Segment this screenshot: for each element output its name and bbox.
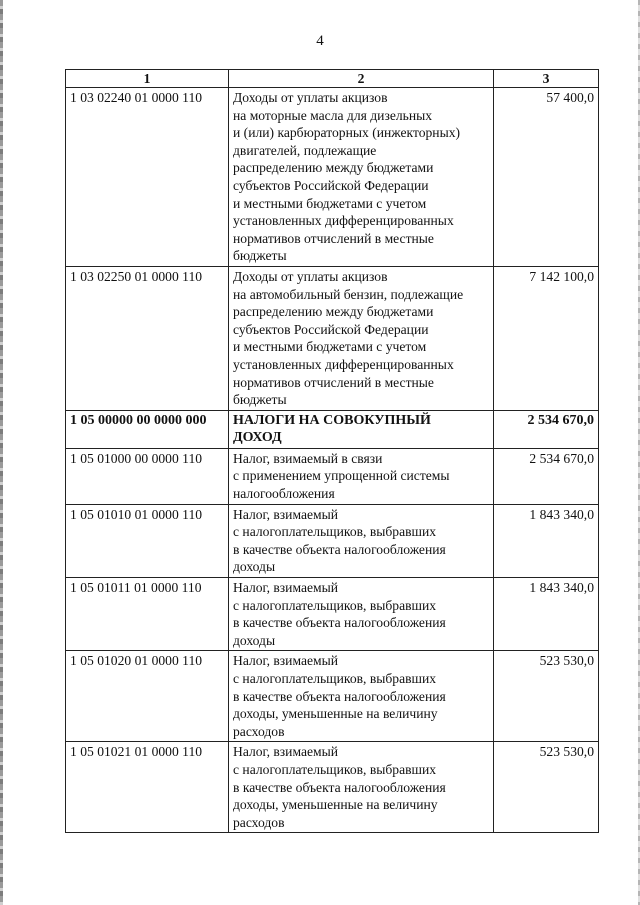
revenue-name-line: доходы (233, 632, 276, 648)
revenue-name-line: распределению между бюджетами (233, 304, 434, 320)
revenue-code-cell: 1 05 01011 01 0000 110 (66, 578, 229, 651)
revenue-name-line: в качестве объекта налогообложения (233, 541, 446, 557)
header-code-column: 1 (66, 70, 229, 88)
revenue-name-line: Налог, взимаемый (233, 580, 339, 596)
amount-cell: 1 843 340,0 (494, 504, 599, 577)
revenue-name-line: установленных дифференцированных (233, 213, 454, 229)
revenue-name-cell (229, 448, 494, 504)
revenue-name-line: с применением упрощенной системы (233, 468, 450, 484)
revenue-name-line: с налогоплательщиков, выбравших (233, 524, 437, 540)
revenue-name-line: Доходы от уплаты акцизов (233, 90, 388, 105)
revenue-name-line: с налогоплательщиков, выбравших (233, 761, 437, 777)
revenue-name-line: доходы, уменьшенные на величину (233, 706, 438, 722)
revenue-name-line: с налогоплательщиков, выбравших (233, 671, 437, 686)
header-amount-column: 3 (494, 70, 599, 88)
revenue-name-line: нормативов отчислений в местные (233, 374, 434, 390)
table-row (66, 266, 599, 410)
revenue-code-cell: 1 05 01021 01 0000 110 (66, 742, 229, 833)
revenue-name-line: на автомобильный бензин, подлежащие (233, 286, 464, 302)
amount-cell: 523 530,0 (494, 742, 599, 833)
revenue-name-line: Налог, взимаемый (233, 653, 339, 669)
revenue-name-line: Доходы от уплаты акцизов (233, 268, 388, 284)
revenue-name-line: в качестве объекта налогообложения (233, 688, 446, 704)
revenue-name-line: налогообложения (233, 486, 335, 502)
amount-cell: 523 530,0 (494, 651, 599, 742)
table-row (66, 578, 599, 651)
revenue-name-line: и местными бюджетами с учетом (233, 195, 427, 211)
amount-cell: 57 400,0 (494, 88, 599, 267)
revenue-name-cell (229, 504, 494, 577)
revenue-name-line: расходов (233, 814, 285, 830)
revenue-name-line: Налог, взимаемый в связи (233, 450, 383, 466)
header-name-column: 2 (229, 70, 494, 88)
revenue-name-cell (229, 651, 494, 742)
amount-cell: 1 843 340,0 (494, 578, 599, 651)
revenue-name-line: в качестве объекта налогообложения (233, 615, 446, 631)
amount-cell: 2 534 670,0 (494, 448, 599, 504)
table-row (66, 504, 599, 577)
revenue-name-line: доходы, уменьшенные на величину (233, 797, 438, 813)
table-header-row (66, 70, 599, 88)
revenue-name-line: Налог, взимаемый (233, 506, 339, 522)
table-row (66, 410, 599, 448)
revenue-code-cell: 1 05 01000 00 0000 110 (66, 448, 229, 504)
revenue-name-cell (229, 578, 494, 651)
revenue-name-line: бюджеты (233, 248, 287, 264)
revenue-code-cell: 1 05 01020 01 0000 110 (66, 651, 229, 742)
revenue-name-cell (229, 266, 494, 410)
revenue-name-line: субъектов Российской Федерации (233, 177, 429, 193)
revenue-name-line: двигателей, подлежащие (233, 142, 377, 158)
budget-revenue-table (65, 69, 599, 833)
revenue-code-cell: 1 05 00000 00 0000 000 (66, 410, 229, 448)
page-number: 4 (316, 33, 324, 49)
revenue-name-line: распределению между бюджетами (233, 160, 434, 176)
revenue-name-line: на моторные масла для дизельных (233, 107, 433, 123)
table-row (66, 651, 599, 742)
revenue-name-line: ДОХОД (233, 430, 282, 446)
revenue-code-cell: 1 03 02240 01 0000 110 (66, 88, 229, 267)
amount-cell: 7 142 100,0 (494, 266, 599, 410)
revenue-name-line: установленных дифференцированных (233, 356, 454, 372)
revenue-name-line: доходы (233, 559, 276, 575)
revenue-code-cell: 1 05 01010 01 0000 110 (66, 504, 229, 577)
revenue-name-line: НАЛОГИ НА СОВОКУПНЫЙ (233, 412, 431, 428)
table-row (66, 448, 599, 504)
revenue-name-line: с налогоплательщиков, выбравших (233, 597, 437, 613)
revenue-name-cell (229, 742, 494, 833)
revenue-name-cell (229, 88, 494, 267)
revenue-name-line: бюджеты (233, 392, 287, 408)
scan-edge-left (0, 0, 3, 905)
amount-cell: 2 534 670,0 (494, 410, 599, 448)
revenue-name-cell (229, 410, 494, 448)
revenue-name-line: и местными бюджетами с учетом (233, 339, 427, 355)
revenue-name-line: субъектов Российской Федерации (233, 321, 429, 337)
revenue-name-line: в качестве объекта налогообложения (233, 779, 446, 795)
revenue-name-line: расходов (233, 723, 285, 739)
table-row (66, 742, 599, 833)
revenue-code-cell: 1 03 02250 01 0000 110 (66, 266, 229, 410)
revenue-name-line: Налог, взимаемый (233, 744, 339, 760)
revenue-name-line: нормативов отчислений в местные (233, 230, 434, 246)
table-row (66, 88, 599, 267)
table-body (66, 88, 599, 833)
revenue-name-line: и (или) карбюраторных (инжекторных) (233, 125, 461, 141)
